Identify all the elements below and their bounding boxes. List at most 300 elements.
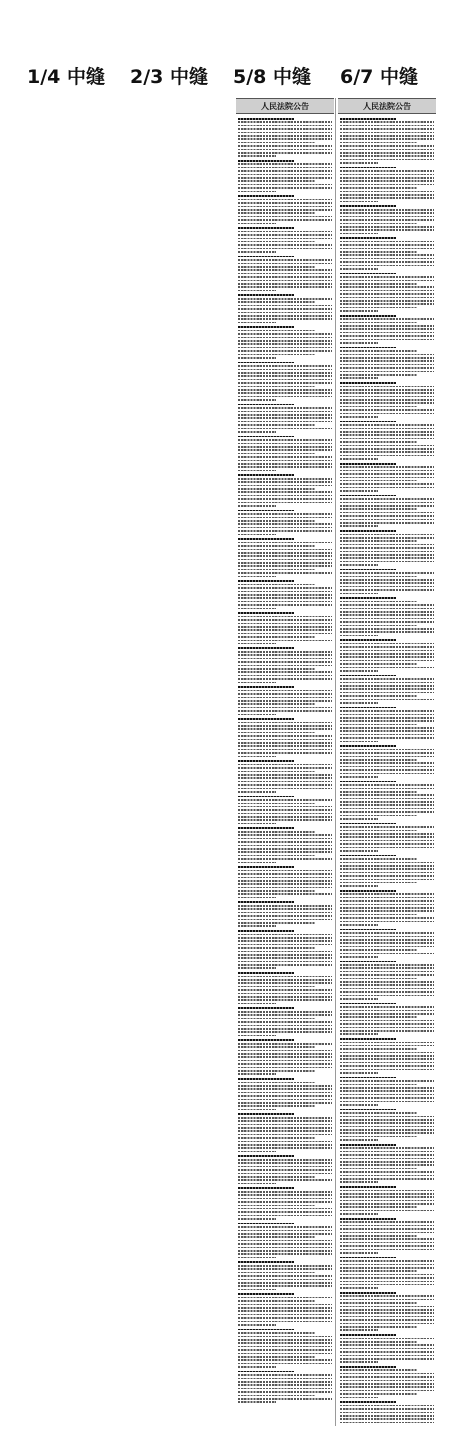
court-notice <box>339 1292 435 1331</box>
court-notice <box>237 1007 333 1036</box>
text-line <box>340 818 378 820</box>
notice-text <box>339 1366 435 1398</box>
text-line <box>340 1027 434 1029</box>
text-line <box>340 431 434 433</box>
court-notice <box>339 530 435 566</box>
text-line <box>340 145 434 147</box>
text-line <box>340 579 434 581</box>
text-line <box>340 332 434 334</box>
text-line <box>340 180 434 182</box>
text-line <box>238 495 332 497</box>
text-line <box>238 616 332 618</box>
notice-text <box>237 1078 333 1110</box>
text-line <box>238 742 332 744</box>
text-line <box>340 1126 434 1128</box>
text-line <box>238 263 332 265</box>
text-line <box>340 924 378 926</box>
text-line <box>238 1025 332 1027</box>
notice-text <box>237 404 333 433</box>
text-line <box>340 424 434 426</box>
text-line <box>340 1355 434 1357</box>
text-line <box>238 283 332 285</box>
text-line <box>238 806 332 808</box>
text-line <box>238 1339 332 1341</box>
text-line <box>340 273 396 275</box>
text-line <box>238 191 276 193</box>
text-line <box>340 1129 434 1131</box>
text-line <box>340 1235 417 1237</box>
text-line <box>340 586 434 588</box>
text-line <box>340 1168 417 1170</box>
text-line <box>340 714 434 716</box>
text-line <box>340 463 396 465</box>
text-line <box>340 685 434 687</box>
text-line <box>238 135 332 137</box>
text-line <box>340 508 417 510</box>
text-line <box>340 1329 378 1331</box>
text-line <box>238 1356 315 1358</box>
notice-text <box>339 1077 435 1106</box>
text-line <box>340 473 434 475</box>
text-line <box>340 593 378 595</box>
text-line <box>238 1236 315 1238</box>
text-line <box>340 836 434 838</box>
text-line <box>340 233 378 235</box>
text-line <box>340 505 434 507</box>
text-line <box>340 451 434 453</box>
text-line <box>238 601 332 603</box>
text-line <box>340 1147 434 1149</box>
text-line <box>340 710 434 712</box>
text-line <box>340 608 434 610</box>
header-label-2-3: 2/3 中缝 <box>130 66 208 88</box>
text-line <box>340 121 434 123</box>
text-line <box>340 350 417 352</box>
notice-text <box>237 510 333 536</box>
text-line <box>340 244 434 246</box>
text-line <box>340 1090 434 1092</box>
text-line <box>340 1020 434 1022</box>
text-line <box>238 121 332 123</box>
text-line <box>340 1225 434 1227</box>
text-line <box>238 392 332 394</box>
text-line <box>340 564 378 566</box>
text-line <box>238 1391 332 1393</box>
text-line <box>238 375 332 377</box>
text-line <box>340 840 434 842</box>
text-line <box>340 386 434 388</box>
text-line <box>238 1359 332 1361</box>
text-line <box>340 396 434 398</box>
court-notice <box>339 205 435 234</box>
text-line <box>238 777 332 779</box>
text-line <box>238 1130 332 1132</box>
text-line <box>340 205 396 207</box>
text-line <box>238 273 332 275</box>
text-line <box>238 1102 332 1104</box>
text-line <box>340 354 434 356</box>
text-line <box>238 1346 332 1348</box>
text-line <box>340 1323 434 1325</box>
text-line <box>340 917 434 919</box>
text-line <box>340 995 434 997</box>
text-line <box>340 682 434 684</box>
court-notice <box>237 972 333 1004</box>
text-line <box>238 925 276 927</box>
text-line <box>340 604 434 606</box>
text-line <box>238 816 332 818</box>
text-line <box>340 399 434 401</box>
text-line <box>238 545 315 547</box>
text-line <box>238 678 332 680</box>
column-body <box>236 114 334 1424</box>
text-line <box>238 269 332 271</box>
text-line <box>238 1371 294 1373</box>
text-line <box>238 947 315 949</box>
text-line <box>340 132 434 134</box>
text-line <box>340 1030 434 1032</box>
text-line <box>340 367 434 369</box>
text-line <box>238 396 332 398</box>
court-notice <box>339 1366 435 1398</box>
text-line <box>340 416 378 418</box>
text-line <box>340 1006 434 1008</box>
text-line <box>238 1324 276 1326</box>
court-notice <box>237 326 333 358</box>
text-line <box>238 612 294 614</box>
text-line <box>340 1373 434 1375</box>
text-line <box>340 466 434 468</box>
text-line <box>340 487 434 489</box>
court-notice <box>339 382 435 418</box>
text-line <box>238 623 332 625</box>
text-line <box>238 1272 315 1274</box>
text-line <box>340 307 417 309</box>
text-line <box>340 1048 417 1050</box>
court-notice <box>237 796 333 825</box>
text-line <box>238 1243 332 1245</box>
text-line <box>238 559 332 561</box>
court-notice <box>339 890 435 926</box>
text-line <box>340 135 434 137</box>
text-line <box>238 428 332 430</box>
text-line <box>238 697 332 699</box>
notice-text <box>339 1038 435 1074</box>
text-line <box>340 421 396 423</box>
text-line <box>238 1191 332 1193</box>
notice-text <box>339 118 435 164</box>
text-line <box>340 237 396 239</box>
text-line <box>238 231 332 233</box>
text-line <box>340 495 396 497</box>
text-line <box>340 1264 434 1266</box>
text-line <box>238 1332 315 1334</box>
text-line <box>340 631 434 633</box>
court-notice <box>339 781 435 820</box>
text-line <box>340 643 434 645</box>
text-line <box>340 1380 434 1382</box>
text-line <box>238 1082 315 1084</box>
text-line <box>238 1003 276 1005</box>
text-line <box>340 1151 434 1153</box>
text-line <box>340 223 417 225</box>
notice-text <box>339 463 435 492</box>
text-line <box>340 964 434 966</box>
text-line <box>238 999 332 1001</box>
text-line <box>340 670 378 672</box>
text-line <box>340 946 434 948</box>
text-line <box>238 887 332 889</box>
court-notice <box>339 167 435 203</box>
text-line <box>340 251 417 253</box>
text-line <box>340 720 434 722</box>
notice-text <box>237 930 333 969</box>
text-line <box>238 893 332 895</box>
text-line <box>238 951 332 953</box>
text-line <box>238 722 332 724</box>
text-line <box>340 480 417 482</box>
text-line <box>238 781 332 783</box>
text-line <box>238 774 332 776</box>
text-line <box>340 953 434 955</box>
text-line <box>340 197 434 199</box>
text-line <box>340 569 396 571</box>
text-line <box>340 1161 434 1163</box>
court-notice <box>237 362 333 401</box>
text-line <box>238 937 332 939</box>
court-notice-column-right <box>338 98 436 1426</box>
text-line <box>238 212 315 214</box>
text-line <box>340 699 434 701</box>
notice-text <box>339 273 435 312</box>
notice-text <box>339 421 435 460</box>
text-line <box>238 436 294 438</box>
text-line <box>238 728 332 730</box>
text-line <box>238 308 332 310</box>
notice-text <box>237 1223 333 1259</box>
court-notice <box>237 294 333 323</box>
notice-text <box>339 823 435 852</box>
text-line <box>238 565 332 567</box>
text-line <box>340 1178 434 1180</box>
text-line <box>340 601 417 603</box>
text-line <box>238 216 332 218</box>
text-line <box>238 851 332 853</box>
text-line <box>340 261 434 263</box>
text-line <box>340 1221 434 1223</box>
text-line <box>238 996 332 998</box>
text-line <box>340 226 434 228</box>
text-line <box>340 929 396 931</box>
court-notice <box>237 901 333 927</box>
notice-text <box>339 569 435 595</box>
text-line <box>238 118 294 120</box>
text-line <box>238 584 315 586</box>
text-line <box>340 978 417 980</box>
text-line <box>340 900 434 902</box>
notice-text <box>237 538 333 577</box>
text-line <box>340 1072 378 1074</box>
text-line <box>238 1211 332 1213</box>
text-line <box>238 855 315 857</box>
notice-text <box>237 160 333 192</box>
text-line <box>238 803 315 805</box>
text-line <box>238 1257 276 1259</box>
text-line <box>238 1063 332 1065</box>
text-line <box>340 1065 434 1067</box>
text-line <box>238 1304 332 1306</box>
text-line <box>238 1247 332 1249</box>
text-line <box>340 360 434 362</box>
court-notice <box>237 1187 333 1219</box>
text-line <box>238 322 276 324</box>
text-line <box>340 483 434 485</box>
text-line <box>238 142 315 144</box>
text-line <box>238 1053 332 1055</box>
text-line <box>238 248 332 250</box>
text-line <box>340 1326 417 1328</box>
text-line <box>238 1018 315 1020</box>
text-line <box>340 406 417 408</box>
text-line <box>238 591 332 593</box>
text-line <box>340 752 434 754</box>
text-line <box>238 234 332 236</box>
text-line <box>238 834 332 836</box>
court-notice <box>237 195 333 224</box>
text-line <box>340 1316 434 1318</box>
text-line <box>238 1215 332 1217</box>
court-notice <box>237 647 333 683</box>
text-line <box>238 315 332 317</box>
text-line <box>340 162 378 164</box>
text-line <box>340 286 434 288</box>
text-line <box>340 766 434 768</box>
text-line <box>340 614 434 616</box>
notice-text <box>339 1257 435 1289</box>
text-line <box>238 823 276 825</box>
text-line <box>340 843 434 845</box>
text-line <box>238 149 332 151</box>
text-line <box>340 1058 434 1060</box>
court-notice <box>339 569 435 595</box>
text-line <box>340 621 434 623</box>
text-line <box>340 335 434 337</box>
text-line <box>238 873 332 875</box>
text-line <box>340 850 378 852</box>
text-line <box>340 1232 434 1234</box>
text-line <box>238 866 294 868</box>
text-line <box>238 1401 276 1403</box>
text-line <box>340 1277 434 1279</box>
text-line <box>340 702 378 704</box>
text-line <box>340 534 434 536</box>
text-line <box>340 125 434 127</box>
text-line <box>238 439 332 441</box>
notice-text <box>339 1003 435 1035</box>
text-line <box>238 986 315 988</box>
text-line <box>238 1201 332 1203</box>
text-line <box>340 554 434 556</box>
text-line <box>238 841 332 843</box>
text-line <box>238 155 276 157</box>
notice-text <box>237 866 333 898</box>
text-line <box>238 481 332 483</box>
court-notice <box>339 347 435 379</box>
text-line <box>238 1198 332 1200</box>
notice-text <box>339 1334 435 1363</box>
text-line <box>238 238 332 240</box>
notice-text <box>237 972 333 1004</box>
court-notice <box>339 421 435 460</box>
text-line <box>340 174 434 176</box>
text-line <box>340 1386 434 1388</box>
text-line <box>340 525 378 527</box>
text-line <box>340 788 434 790</box>
text-line <box>340 152 434 154</box>
text-line <box>340 557 434 559</box>
text-line <box>340 890 396 892</box>
text-line <box>238 1159 332 1161</box>
text-line <box>238 1297 332 1299</box>
text-line <box>340 1397 378 1399</box>
text-line <box>238 1173 332 1175</box>
text-line <box>340 303 434 305</box>
text-line <box>238 294 294 296</box>
notice-text <box>339 781 435 820</box>
text-line <box>238 318 332 320</box>
text-line <box>340 897 434 899</box>
text-line <box>238 576 276 578</box>
text-line <box>340 445 434 447</box>
notice-text <box>237 1293 333 1325</box>
text-line <box>238 510 294 512</box>
text-line <box>238 703 315 705</box>
text-line <box>340 402 434 404</box>
text-line <box>238 848 332 850</box>
text-line <box>340 1348 434 1350</box>
text-line <box>340 1344 434 1346</box>
text-line <box>238 1155 294 1157</box>
text-line <box>238 1265 332 1267</box>
text-line <box>340 254 434 256</box>
header-label-1-4: 1/4 中缝 <box>27 66 105 88</box>
text-line <box>238 372 332 374</box>
text-line <box>340 939 434 941</box>
notice-text <box>237 901 333 927</box>
text-line <box>238 223 276 225</box>
text-line <box>340 830 417 832</box>
text-line <box>340 118 396 120</box>
notice-text <box>237 118 333 157</box>
court-notice <box>237 118 333 157</box>
text-line <box>238 1124 332 1126</box>
text-line <box>340 1087 434 1089</box>
text-line <box>340 618 434 620</box>
text-line <box>238 1218 276 1220</box>
text-line <box>238 1147 332 1149</box>
text-line <box>238 905 332 907</box>
text-line <box>238 343 332 345</box>
text-line <box>340 1171 434 1173</box>
text-line <box>238 957 332 959</box>
notice-text <box>237 718 333 757</box>
court-notice <box>339 495 435 527</box>
text-line <box>340 1116 434 1118</box>
text-line <box>340 441 417 443</box>
text-line <box>340 318 434 320</box>
text-line <box>238 1395 315 1397</box>
text-line <box>340 1101 434 1103</box>
